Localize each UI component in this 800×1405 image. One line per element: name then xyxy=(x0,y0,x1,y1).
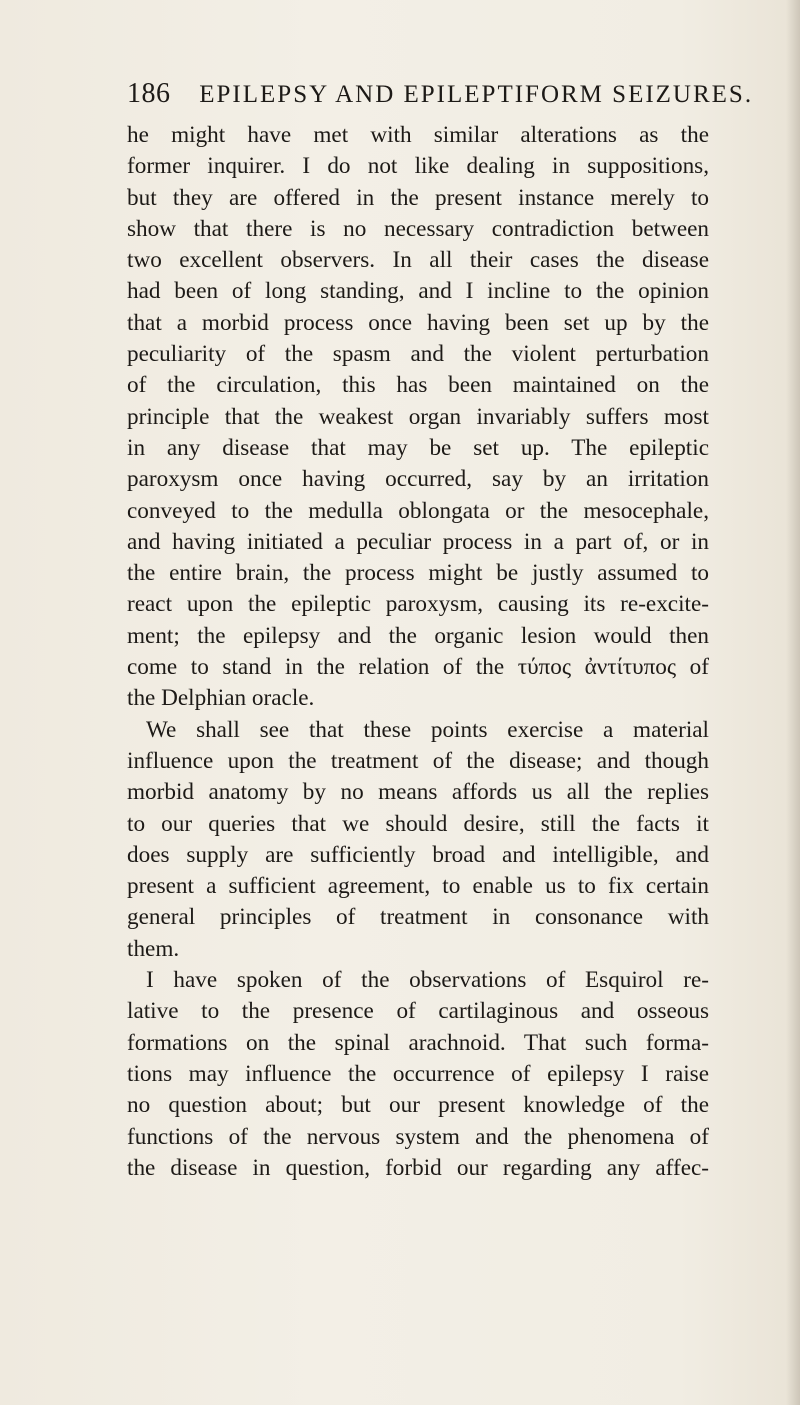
running-head xyxy=(127,78,754,110)
text-line: morbid anatomy by no means affords us all the replies xyxy=(127,779,709,806)
text-line: influence upon the treatment of the disease; and though xyxy=(127,747,709,774)
paragraph-start-line: I have spoken of the observations of Esquirol re- xyxy=(146,967,709,994)
text-line: paroxysm once having occurred, say by an irritation xyxy=(127,466,709,493)
text-line: he might have met with similar alterations as the xyxy=(127,122,709,148)
text-line: show that there is no necessary contradiction between xyxy=(127,215,709,242)
text-line: former inquirer. I do not like dealing in suppositions, xyxy=(127,153,709,180)
paragraph-end-line: them. xyxy=(127,935,180,962)
text-line: in any disease that may be set up. The epileptic xyxy=(127,434,709,461)
text-line: formations on the spinal arachnoid. That such forma- xyxy=(127,1029,709,1056)
text-line: that a morbid process once having been set up by the xyxy=(127,309,709,336)
text-line: two excellent observers. In all their cases the disease xyxy=(127,247,709,274)
text-line: tions may influence the occurrence of epilepsy I raise xyxy=(127,1060,709,1087)
text-line-greek: come to stand in the relation of the τύπος ἀντίτυπος of xyxy=(127,654,709,681)
page-number: 186 xyxy=(127,78,171,109)
text-line: peculiarity of the spasm and the violent perturbation xyxy=(127,341,709,368)
text-line: react upon the epileptic paroxysm, causing its re-excite- xyxy=(127,591,709,618)
text-line: but they are offered in the present instance merely to xyxy=(127,184,709,211)
text-line: to our queries that we should desire, still the facts it xyxy=(127,810,709,837)
text-line: principle that the weakest organ invariably suffers most xyxy=(127,403,709,430)
text-line: the disease in question, forbid our regarding any affec- xyxy=(127,1154,709,1181)
text-line: functions of the nervous system and the phenomena of xyxy=(127,1123,709,1150)
page-edge-shadow xyxy=(786,0,800,1405)
text-line: of the circulation, this has been maintained on the xyxy=(127,372,709,399)
running-title: EPILEPSY AND EPILEPTIFORM SEIZURES. xyxy=(199,81,754,108)
paragraph-start-line: We shall see that these points exercise a material xyxy=(146,716,709,743)
text-line: does supply are sufficiently broad and intelligible, and xyxy=(127,841,709,868)
text-line: present a sufficient agreement, to enable us to fix certain xyxy=(127,873,709,900)
text-line: no question about; but our present knowledge of the xyxy=(127,1092,709,1119)
body-text xyxy=(127,120,709,1184)
text-line: and having initiated a peculiar process in a part of, or in xyxy=(127,528,709,555)
text-line: the entire brain, the process might be justly assumed to xyxy=(127,560,709,587)
paragraph-end-line: the Delphian oracle. xyxy=(127,685,315,712)
text-line: conveyed to the medulla oblongata or the mesocephale, xyxy=(127,497,709,524)
text-line: general principles of treatment in consonance with xyxy=(127,904,709,931)
text-line: ment; the epilepsy and the organic lesion would then xyxy=(127,622,709,649)
text-line: had been of long standing, and I incline to the opinion xyxy=(127,278,709,305)
text-line: lative to the presence of cartilaginous and osseous xyxy=(127,998,709,1025)
